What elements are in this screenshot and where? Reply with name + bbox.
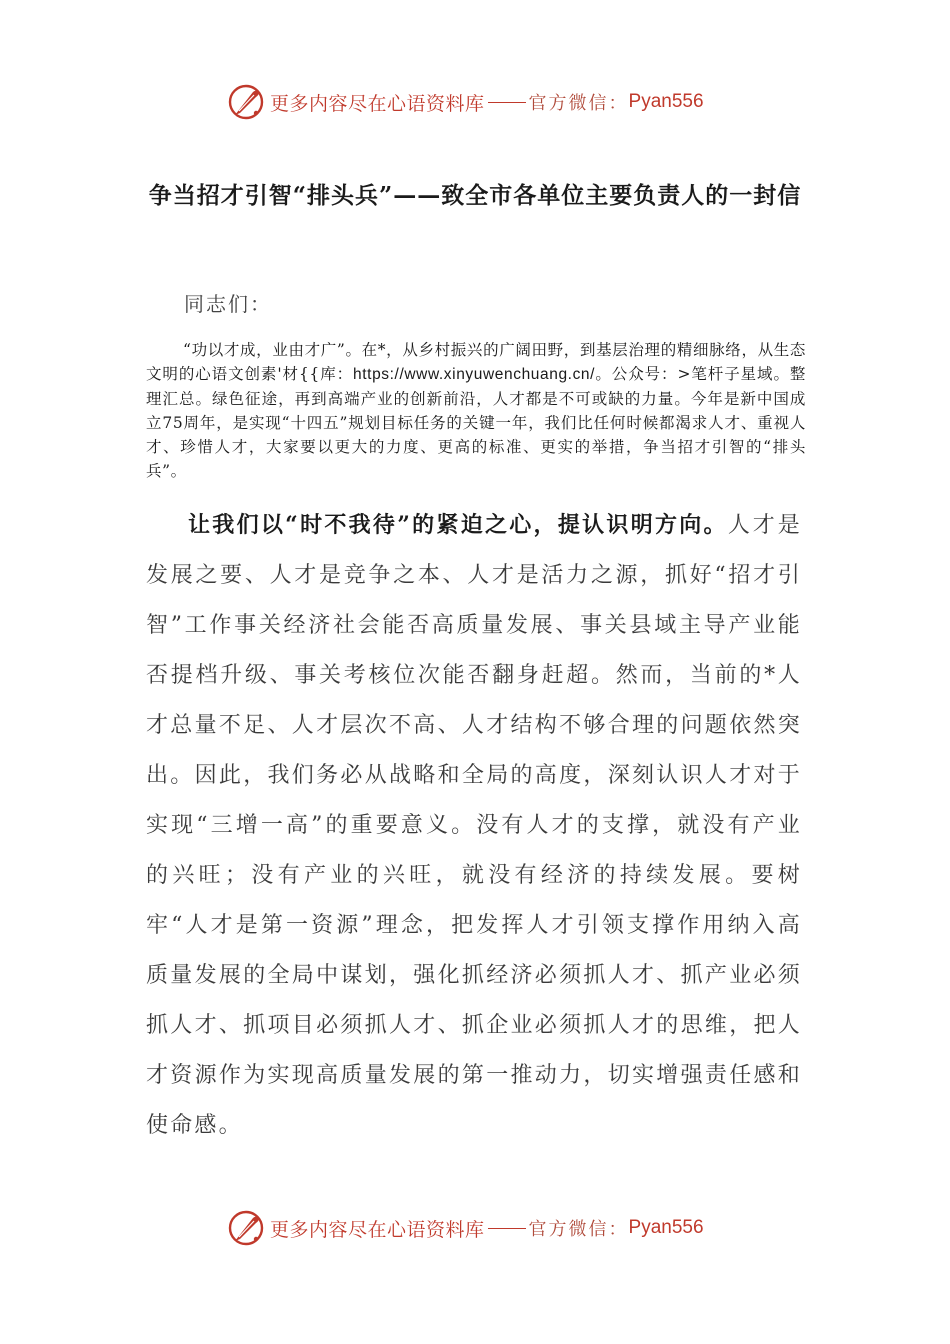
body-paragraph — [146, 500, 802, 1151]
footer-wechat-id: Pyan556 — [628, 1217, 704, 1238]
intro-url: https://www.xinyuwenchuang.cn/ — [353, 366, 596, 383]
banner-wechat-label: 官方微信： — [528, 93, 629, 114]
salutation: 同志们： — [184, 292, 272, 316]
banner-wechat-id: Pyan556 — [628, 91, 704, 112]
quill-pen-logo-icon — [226, 1208, 266, 1248]
footer-banner — [226, 1208, 704, 1248]
banner-divider — [488, 102, 526, 103]
footer-library-text: 更多内容尽在心语资料库 — [270, 1218, 485, 1241]
quill-pen-logo-icon — [226, 82, 266, 122]
document-title: 争当招才引智“排头兵”——致全市各单位主要负责人的一封信 — [148, 182, 802, 209]
intro-paragraph — [146, 338, 806, 483]
paragraph-text: 人才是发展之要、人才是竞争之本、人才是活力之源，抓好“招才引智”工作事关经济社会能否高质量发展、事关县域主导产业能否提档升级、事关考核位次能否翻身赶超。然而，当前的*人才总量不足、人才层次不高、人才结构不够合理的问题依然突出。因此，我们务必从战略和全局的高度，深刻认识人才对于实现“三增一高”的重要意义。没有人才的支撑，就没有产业的兴旺；没有产业的兴旺，就没有经济的持续发展。要树牢“人才是第一资源”理念，把发挥人才引领支撑作用纳入高质量发展的全局中谋划，强化抓经济必须抓人才、抓产业必须抓人才、抓项目必须抓人才、抓企业必须抓人才的思维，把人才资源作为实现高质量发展的第一推动力，切实增强责任感和使命感。 — [146, 513, 802, 1138]
footer-divider — [488, 1228, 526, 1229]
paragraph-lead: 让我们以“时不我待”的紧迫之心，提认识明方向。 — [188, 512, 728, 538]
banner-library-text: 更多内容尽在心语资料库 — [270, 92, 485, 115]
intro-text-part2: 。公众号：>笔杆子星域。整理汇总。绿色征途，再到高端产业的创新前沿，人才都是不可或缺的力量。今年是新中国成立75周年，是实现“十四五”规划目标任务的关键一年，我们比任何时候都渴求人才、重视人才、珍惜人才，大家要以更大的力度、更高的标准、更实的举措，争当招才引智的“排头兵”。 — [146, 365, 806, 480]
intro-text-part1: “功以才成，业由才广”。在*，从乡村振兴的广阔田野，到基层治理的精细脉络，从生态文明的心语文创素'材{{库： — [146, 341, 806, 383]
footer-wechat-label: 官方微信： — [528, 1219, 629, 1240]
header-banner — [226, 82, 704, 122]
